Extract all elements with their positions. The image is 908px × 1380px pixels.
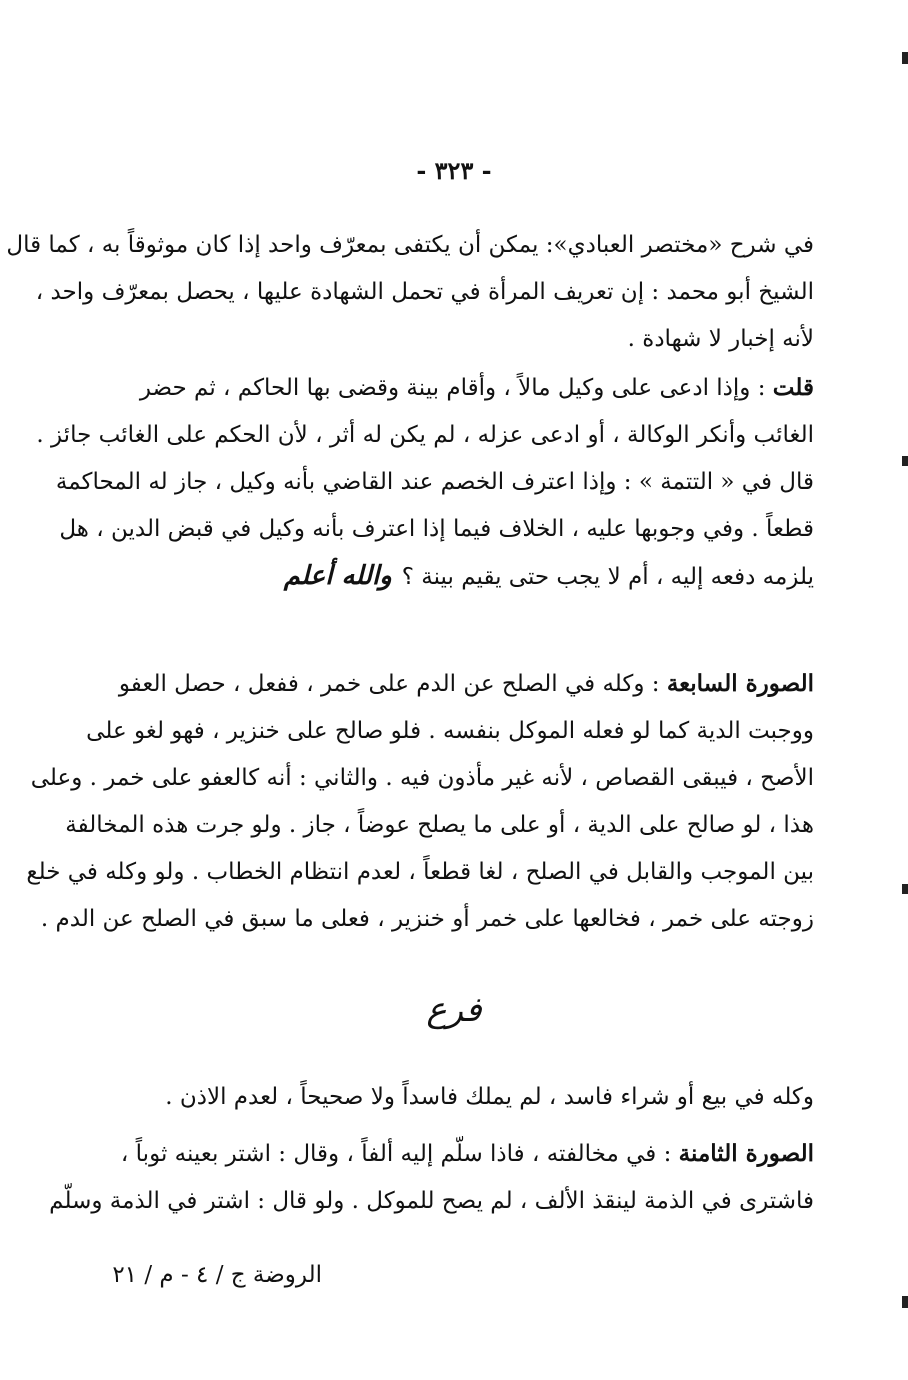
paragraph-4 [92,1074,814,1121]
section-lead-seventh: الصورة السابعة [666,670,814,697]
paragraph-line: في شرح «مختصر العبادي»: يمكن أن يكتفى بمعرّف واحد إذا كان موثوقاً به ، كما قال [6,232,814,258]
paragraph-line: وكله في بيع أو شراء فاسد ، لم يملك فاسداً ولا صحيحاً ، لعدم الاذن . [165,1084,814,1110]
paragraph-3 [26,660,814,943]
paragraph-line: قلت : وإذا ادعى على وكيل مالاً ، وأقام بينة وقضى بها الحاكم ، ثم حضر [139,374,814,401]
paragraph-line: قطعاً . وفي وجوبها عليه ، الخلاف فيما إذا اعترف بأنه وكيل في قبض الدين ، هل [59,516,814,542]
wallahu-alam-signature: والله أعلم [283,561,392,591]
paragraph-line: الشيخ أبو محمد : إن تعريف المرأة في تحمل الشهادة عليها ، يحصل بمعرّف واحد ، [35,279,814,305]
paragraph-line: فاشترى في الذمة لينقذ الألف ، لم يصح للموكل . ولو قال : اشتر في الذمة وسلّم [49,1188,814,1214]
section-lead-eighth: الصورة الثامنة [678,1140,814,1167]
paragraph-line: لأنه إخبار لا شهادة . [627,326,814,352]
paragraph-2 [36,364,814,601]
paragraph-5 [49,1130,814,1225]
footer-signature: الروضة ج / ٤ - م / ٢١ [112,1262,322,1288]
scan-edge-mark [902,884,908,894]
page-number: - ٣٢٣ - [416,156,492,185]
paragraph-line: زوجته على خمر ، فخالعها على خمر أو خنزير ، فعلى ما سبق في الصلح عن الدم . [40,906,814,932]
paragraph-line: الغائب وأنكر الوكالة ، أو ادعى عزله ، لم يكن له أثر ، لأن الحكم على الغائب جائز . [36,422,814,448]
paragraph-1 [6,222,814,363]
paragraph-line: هذا ، لو صالح على الدية ، أو على ما يصلح عوضاً ، جاز . ولو جرت هذه المخالفة [65,812,814,838]
paragraph-line: الأصح ، فيبقى القصاص ، لأنه غير مأذون فيه . والثاني : أنه كالعفو على خمر . وعلى [30,765,814,791]
paragraph-line: الصورة السابعة : وكله في الصلح عن الدم على خمر ، ففعل ، حصل العفو [118,670,814,697]
scan-edge-mark [902,456,908,466]
section-heading-far: فرع [426,990,482,1030]
paragraph-line: بين الموجب والقابل في الصلح ، لغا قطعاً ، لعدم انتظام الخطاب . ولو وكله في خلع [26,859,814,885]
paragraph-line: قال في « التتمة » : وإذا اعترف الخصم عند القاضي بأنه وكيل ، جاز له المحاكمة [55,469,814,495]
scan-edge-mark [902,52,908,64]
paragraph-line: يلزمه دفعه إليه ، أم لا يجب حتى يقيم بينة ؟والله أعلم [283,561,814,591]
paragraph-line: الصورة الثامنة : في مخالفته ، فاذا سلّم إليه ألفاً ، وقال : اشتر بعينه ثوباً ، [120,1140,814,1167]
paragraph-line: ووجبت الدية كما لو فعله الموكل بنفسه . فلو صالح على خنزير ، فهو لغو على [86,718,814,744]
qultu-label: قلت [772,374,814,401]
scan-edge-mark [902,1296,908,1308]
